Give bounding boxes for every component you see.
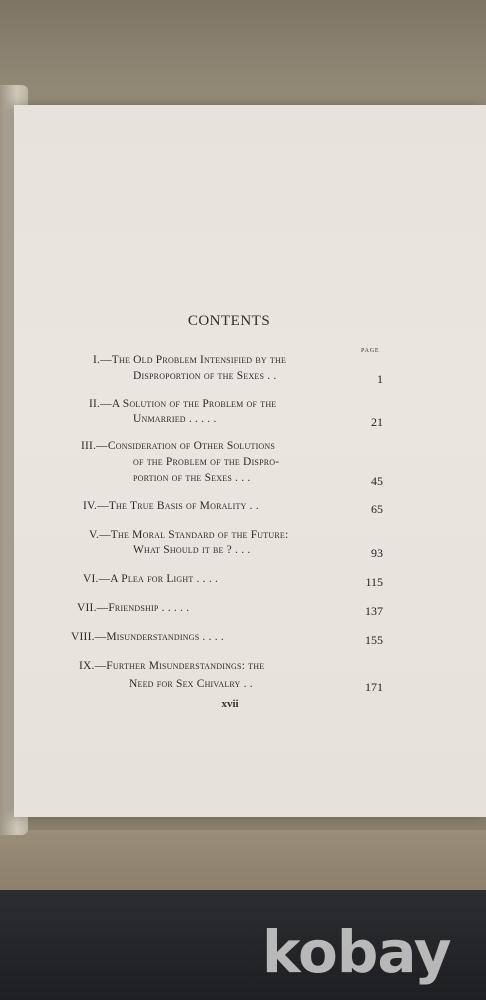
- contents-heading: CONTENTS: [187, 313, 271, 329]
- toc-entry-line: VII.—Friendship . . . . .: [77, 602, 190, 614]
- toc-page-number: 171: [365, 680, 383, 694]
- toc-entry-line: I.—The Old Problem Intensified by the: [93, 354, 287, 366]
- toc-page-number: 45: [371, 474, 383, 488]
- toc-entry-line: VIII.—Misunderstandings . . . .: [71, 631, 224, 643]
- toc-entry-line: Disproportion of the Sexes . .: [133, 370, 277, 382]
- toc-entry-line: VI.—A Plea for Light . . . .: [83, 573, 219, 585]
- toc-page-number: 93: [371, 546, 383, 560]
- toc-entry-line: of the Problem of the Dispro-: [133, 456, 280, 468]
- page-folio: xvii: [221, 698, 239, 710]
- toc-page-number: 65: [371, 502, 383, 516]
- toc-page-number: 155: [365, 633, 383, 647]
- toc-page-number: 137: [365, 604, 383, 618]
- toc-page-number: 1: [377, 372, 383, 386]
- watermark-logo: kobay: [262, 918, 451, 986]
- toc-page-number: 115: [365, 575, 383, 589]
- toc-entry-line: Unmarried . . . . .: [133, 413, 217, 425]
- toc-entry-line: Need for Sex Chivalry . .: [129, 678, 253, 690]
- toc-entry-line: IV.—The True Basis of Morality . .: [83, 500, 259, 512]
- page-column-label: PAGE: [361, 348, 380, 354]
- toc-entry-line: II.—A Solution of the Problem of the: [89, 398, 277, 410]
- toc-entry-line: IX.—Further Misunderstandings: the: [79, 660, 265, 672]
- toc-entry-line: What Should it be ? . . .: [133, 544, 251, 556]
- toc-entry-line: III.—Consideration of Other Solutions: [81, 440, 276, 452]
- toc-entry-line: portion of the Sexes . . .: [133, 472, 251, 484]
- toc-entry-line: V.—The Moral Standard of the Future:: [89, 529, 289, 541]
- toc-page-number: 21: [371, 415, 383, 429]
